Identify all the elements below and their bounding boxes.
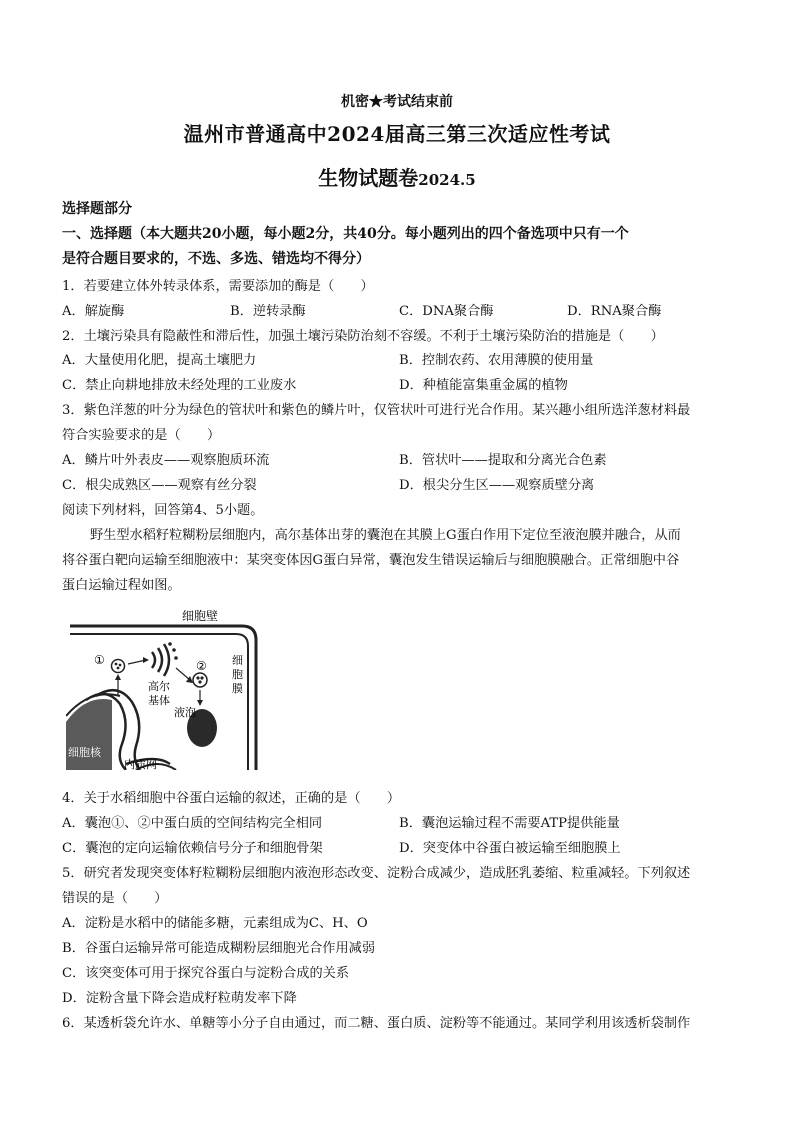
q5-option-d[interactable]: D．淀粉含量下降会造成籽粒萌发率下降: [62, 991, 297, 1006]
q6-stem: 6．某透析袋允许水、单糖等小分子自由通过，而二糖、蛋白质、淀粉等不能通过。某同学利用该透析袋制作: [62, 1016, 691, 1031]
reading-paragraph-line2: 将谷蛋白靶向运输至细胞液中：某突变体因G蛋白异常，囊泡发生错误运输后与细胞膜融合。正常细胞中谷: [62, 553, 680, 568]
q4-option-d[interactable]: D．突变体中谷蛋白被运输至细胞膜上: [399, 841, 621, 856]
svg-text:基体: 基体: [148, 694, 170, 707]
q2-option-c[interactable]: C．禁止向耕地排放未经处理的工业废水: [62, 378, 297, 393]
reading-paragraph-line1: 野生型水稻籽粒糊粉层细胞内，高尔基体出芽的囊泡在其膜上G蛋白作用下定位至液泡膜并融合，从而: [90, 528, 681, 543]
q5-option-a[interactable]: A．淀粉是水稻中的储能多糖，元素组成为C、H、O: [62, 916, 368, 931]
q4-option-a[interactable]: A．囊泡①、②中蛋白质的空间结构完全相同: [62, 816, 323, 831]
q3-option-a[interactable]: A．鳞片叶外表皮——观察胞质环流: [62, 453, 270, 468]
q1-option-a[interactable]: A．解旋酶: [62, 304, 125, 319]
subject-title: 生物试题卷: [318, 166, 419, 190]
vesicle-2-label: ②: [196, 659, 207, 673]
q3-option-c[interactable]: C．根尖成熟区——观察有丝分裂: [62, 478, 257, 493]
svg-text:胞: 胞: [232, 668, 243, 681]
q5-stem-line1: 5．研究者发现突变体籽粒糊粉层细胞内液泡形态改变、淀粉合成减少，造成胚乳萎缩、粒重减轻。下列叙述: [62, 866, 691, 881]
q3-option-d[interactable]: D．根尖分生区——观察质壁分离: [399, 478, 595, 493]
exam-subtitle: [0, 162, 794, 191]
q4-stem: 4．关于水稻细胞中谷蛋白运输的叙述，正确的是（ ）: [62, 791, 401, 806]
vesicle-1-label: ①: [94, 653, 105, 667]
membrane-label: [232, 654, 243, 695]
confidential-notice: 机密★考试结束前: [341, 94, 453, 110]
q5-stem-line2: 错误的是（ ）: [62, 891, 168, 906]
cell-wall-label: 细胞壁: [182, 609, 219, 623]
vacuole-label: 液泡: [174, 706, 196, 719]
q1-option-b[interactable]: B．逆转录酶: [230, 304, 306, 319]
q2-stem: 2．土壤污染具有隐蔽性和滞后性，加强土壤污染防治刻不容缓。不利于土壤污染防治的措施是（ ）: [62, 329, 664, 344]
reading-paragraph-line3: 蛋白运输过程如图。: [62, 578, 181, 593]
q2-option-a[interactable]: A．大量使用化肥，提高土壤肥力: [62, 353, 257, 368]
exam-date: 2024.5: [418, 171, 476, 189]
protein-transport-diagram: [66, 604, 260, 770]
q3-stem-line2: 符合实验要求的是（ ）: [62, 428, 221, 443]
exam-title: 温州市普通高中2024届高三第三次适应性考试: [183, 122, 611, 146]
nucleus-label: 细胞核: [68, 746, 101, 759]
q5-option-c[interactable]: C．该突变体可用于探究谷蛋白与淀粉合成的关系: [62, 966, 350, 981]
q1-stem: 1．若要建立体外转录体系，需要添加的酶是（ ）: [62, 279, 374, 294]
svg-text:细: 细: [232, 654, 243, 667]
er-label: 内质网: [124, 758, 157, 770]
q3-stem-line1: 3．紫色洋葱的叶分为绿色的管状叶和紫色的鳞片叶，仅管状叶可进行光合作用。某兴趣小组所选洋葱材料最: [62, 403, 691, 418]
section-heading-line2: 是符合题目要求的，不选、多选、错选均不得分）: [62, 251, 370, 267]
q4-option-c[interactable]: C．囊泡的定向运输依赖信号分子和细胞骨架: [62, 841, 323, 856]
q2-option-b[interactable]: B．控制农药、农用薄膜的使用量: [399, 353, 594, 368]
q1-option-d[interactable]: D．RNA聚合酶: [567, 304, 662, 319]
section-heading-line1: 一、选择题（本大题共20小题，每小题2分，共40分。每小题列出的四个备选项中只有一个: [62, 226, 629, 242]
reading-intro: 阅读下列材料，回答第4、5小题。: [62, 503, 264, 518]
q5-option-b[interactable]: B．谷蛋白运输异常可能造成糊粉层细胞光合作用减弱: [62, 941, 376, 956]
q2-option-d[interactable]: D．种植能富集重金属的植物: [399, 378, 568, 393]
part-title: 选择题部分: [62, 201, 132, 217]
svg-text:高尔: 高尔: [148, 680, 170, 693]
q1-option-c[interactable]: C．DNA聚合酶: [399, 304, 494, 319]
q3-option-b[interactable]: B．管状叶——提取和分离光合色素: [399, 453, 607, 468]
svg-text:膜: 膜: [232, 682, 243, 695]
q4-option-b[interactable]: B．囊泡运输过程不需要ATP提供能量: [399, 816, 620, 831]
